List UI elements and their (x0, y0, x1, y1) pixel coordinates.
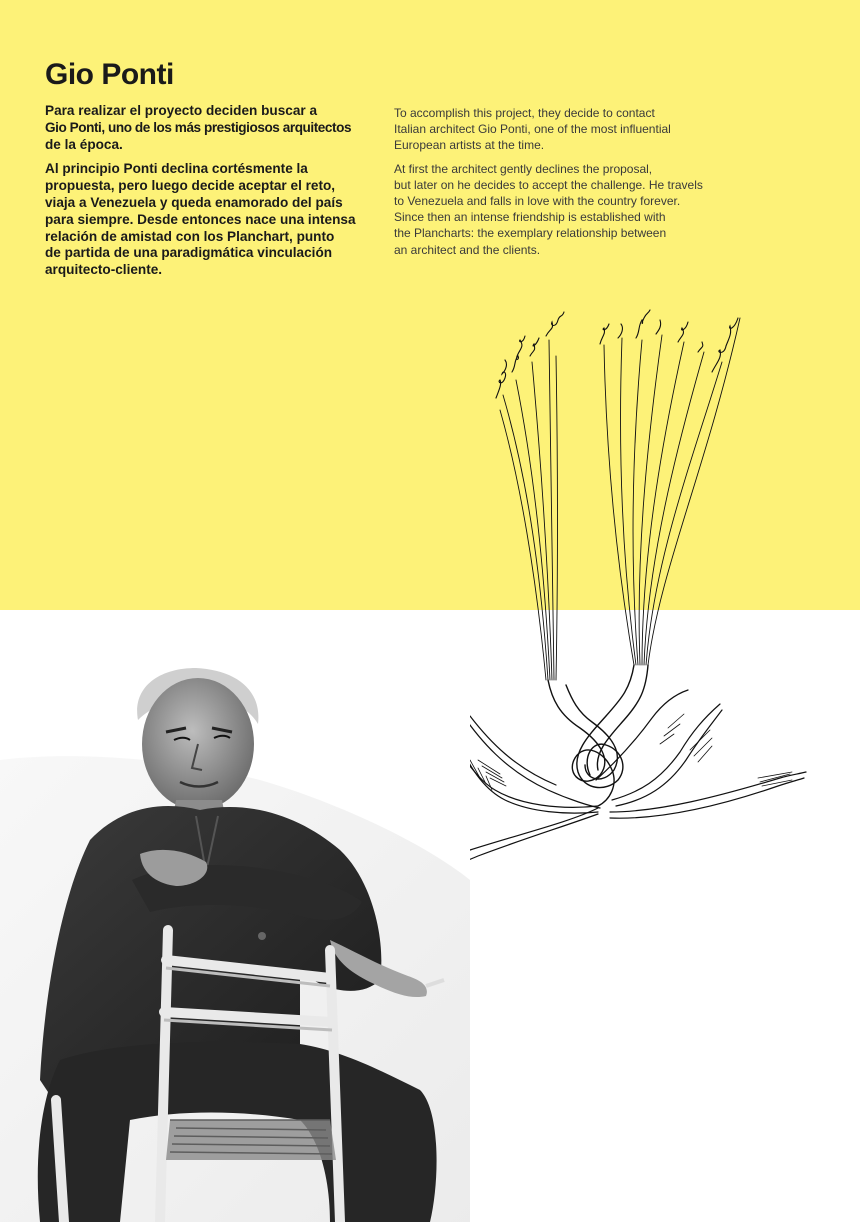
text-line: Italian architect Gio Ponti, one of the most influential (394, 122, 671, 137)
text-line: the Plancharts: the exemplary relationship between (394, 226, 667, 241)
text-line: but later on he decides to accept the challenge. He travels (394, 177, 703, 192)
bird-necks (548, 665, 648, 806)
text-line: de partida de una paradigmática vinculación (45, 245, 333, 261)
signature-scribbles (496, 310, 738, 398)
page-title: Gio Ponti (45, 58, 174, 91)
text-line: de la época. (45, 136, 123, 152)
right-bird (596, 690, 806, 818)
right-bird-feathers (660, 714, 792, 786)
text-line: relación de amistad con los Planchart, punto (45, 228, 335, 244)
text-line: Gio Ponti, uno de los más prestigiosos arquitectos (45, 119, 352, 135)
portrait-photo (0, 640, 470, 1222)
text-line: an architect and the clients. (394, 242, 541, 257)
text-line: European artists at the time. (394, 138, 545, 153)
text-line: Al principio Ponti declina cortésmente la (45, 161, 308, 177)
text-line: To accomplish this project, they decide to contact (394, 106, 655, 120)
text-line: para siempre. Desde entonces nace una intensa (45, 211, 356, 227)
right-strand-bundle (604, 318, 740, 665)
text-line: viaja a Venezuela y queda enamorado del país (45, 194, 343, 210)
text-line: to Venezuela and falls in love with the country forever. (394, 194, 681, 209)
left-strand-bundle (500, 340, 558, 680)
text-line: arquitecto-cliente. (45, 262, 163, 278)
text-line: propuesta, pero luego decide aceptar el reto, (45, 178, 336, 194)
text-line: At first the architect gently declines the proposal, (394, 161, 653, 176)
text-line: Since then an intense friendship is established with (394, 210, 666, 225)
text-line: Para realizar el proyecto deciden buscar a (45, 103, 318, 118)
